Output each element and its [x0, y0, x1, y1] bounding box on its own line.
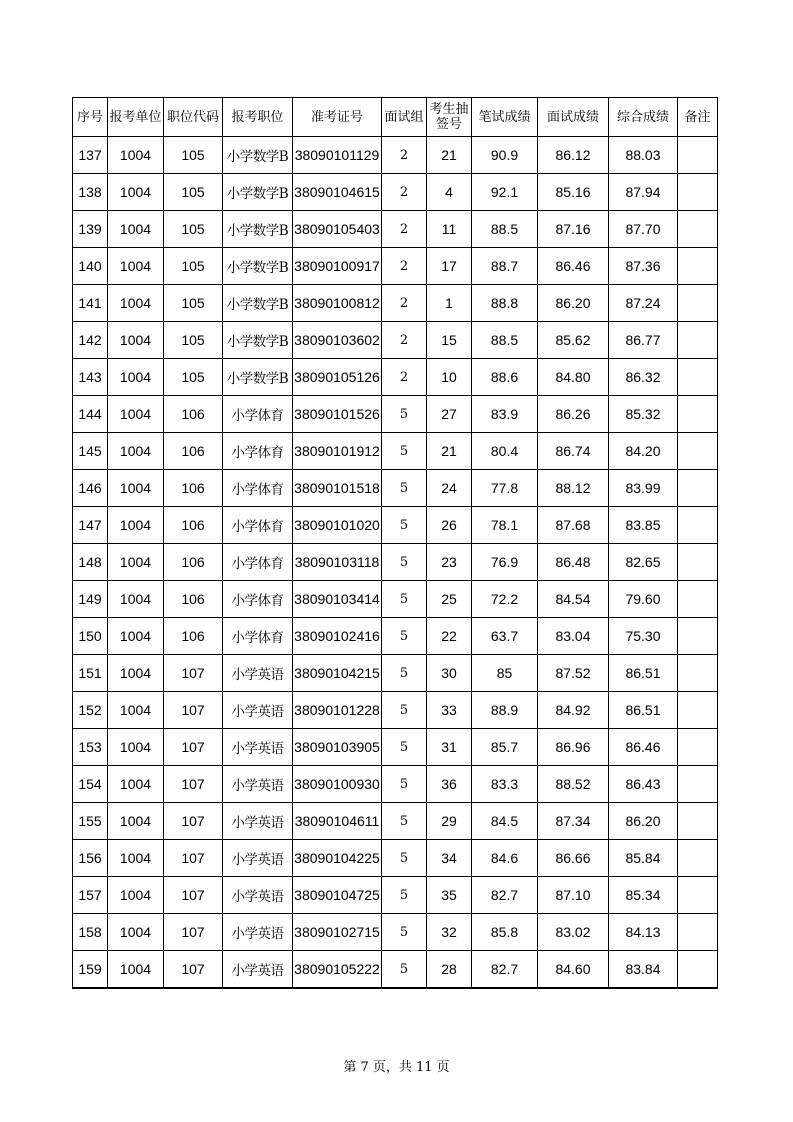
interview-score-cell: 87.10 — [538, 877, 609, 914]
interview-group-cell: 5 — [382, 581, 427, 618]
seq-cell: 138 — [73, 174, 108, 211]
draw-number-cell: 30 — [427, 655, 472, 692]
written-score-cell: 83.3 — [472, 766, 538, 803]
unit-cell: 1004 — [108, 470, 164, 507]
col-header-draw-number: 考生抽签号 — [427, 98, 472, 137]
seq-cell: 146 — [73, 470, 108, 507]
table-row — [73, 174, 718, 211]
written-score-cell: 88.6 — [472, 359, 538, 396]
page-footer: 第 7 页，共 11 页 — [343, 1060, 450, 1075]
position-cell: 小学数学B — [223, 174, 293, 211]
ticket-number-cell: 38090100930 — [293, 766, 382, 803]
interview-score-cell: 86.74 — [538, 433, 609, 470]
ticket-number-cell: 38090103602 — [293, 322, 382, 359]
position-code-cell: 107 — [164, 803, 223, 840]
written-score-cell: 85.7 — [472, 729, 538, 766]
remarks-cell — [678, 914, 718, 951]
unit-cell: 1004 — [108, 507, 164, 544]
draw-number-cell: 35 — [427, 877, 472, 914]
draw-number-cell: 29 — [427, 803, 472, 840]
table-row — [73, 433, 718, 470]
position-code-cell: 105 — [164, 174, 223, 211]
draw-number-cell: 27 — [427, 396, 472, 433]
total-score-cell: 86.77 — [609, 322, 678, 359]
draw-number-cell: 21 — [427, 137, 472, 174]
interview-score-cell: 86.12 — [538, 137, 609, 174]
draw-number-cell: 15 — [427, 322, 472, 359]
written-score-cell: 88.7 — [472, 248, 538, 285]
position-code-cell: 106 — [164, 396, 223, 433]
remarks-cell — [678, 433, 718, 470]
remarks-cell — [678, 137, 718, 174]
draw-number-cell: 31 — [427, 729, 472, 766]
total-score-cell: 86.51 — [609, 692, 678, 729]
table-row — [73, 470, 718, 507]
table-row — [73, 766, 718, 803]
position-code-cell: 107 — [164, 766, 223, 803]
unit-cell: 1004 — [108, 211, 164, 248]
table-row — [73, 137, 718, 174]
unit-cell: 1004 — [108, 655, 164, 692]
total-score-cell: 83.99 — [609, 470, 678, 507]
draw-number-cell: 26 — [427, 507, 472, 544]
total-score-cell: 85.34 — [609, 877, 678, 914]
draw-number-cell: 10 — [427, 359, 472, 396]
position-cell: 小学数学B — [223, 211, 293, 248]
remarks-cell — [678, 174, 718, 211]
interview-score-cell: 86.66 — [538, 840, 609, 877]
position-cell: 小学体育 — [223, 433, 293, 470]
interview-score-cell: 83.04 — [538, 618, 609, 655]
position-cell: 小学体育 — [223, 470, 293, 507]
draw-number-cell: 4 — [427, 174, 472, 211]
written-score-cell: 78.1 — [472, 507, 538, 544]
table-row — [73, 951, 718, 989]
interview-score-cell: 86.48 — [538, 544, 609, 581]
interview-group-cell: 5 — [382, 951, 427, 989]
ticket-number-cell: 38090104611 — [293, 803, 382, 840]
table-row — [73, 692, 718, 729]
table-row — [73, 803, 718, 840]
position-code-cell: 107 — [164, 951, 223, 989]
seq-cell: 137 — [73, 137, 108, 174]
unit-cell: 1004 — [108, 285, 164, 322]
seq-cell: 152 — [73, 692, 108, 729]
table-row — [73, 729, 718, 766]
col-header-ticket-number: 准考证号 — [293, 98, 382, 137]
interview-group-cell: 2 — [382, 285, 427, 322]
draw-number-cell: 23 — [427, 544, 472, 581]
table-row — [73, 581, 718, 618]
total-score-cell: 75.30 — [609, 618, 678, 655]
seq-cell: 154 — [73, 766, 108, 803]
remarks-cell — [678, 544, 718, 581]
position-code-cell: 105 — [164, 285, 223, 322]
interview-score-cell: 83.02 — [538, 914, 609, 951]
unit-cell: 1004 — [108, 322, 164, 359]
position-cell: 小学数学B — [223, 359, 293, 396]
col-header-position: 报考职位 — [223, 98, 293, 137]
seq-cell: 151 — [73, 655, 108, 692]
interview-group-cell: 2 — [382, 248, 427, 285]
remarks-cell — [678, 285, 718, 322]
interview-score-cell: 84.80 — [538, 359, 609, 396]
interview-score-cell: 84.54 — [538, 581, 609, 618]
remarks-cell — [678, 803, 718, 840]
interview-score-cell: 86.46 — [538, 248, 609, 285]
position-code-cell: 107 — [164, 655, 223, 692]
remarks-cell — [678, 877, 718, 914]
table-body — [73, 137, 718, 989]
ticket-number-cell: 38090102416 — [293, 618, 382, 655]
interview-group-cell: 5 — [382, 618, 427, 655]
remarks-cell — [678, 507, 718, 544]
interview-group-cell: 2 — [382, 211, 427, 248]
position-code-cell: 105 — [164, 322, 223, 359]
interview-score-cell: 87.68 — [538, 507, 609, 544]
total-score-cell: 86.20 — [609, 803, 678, 840]
interview-group-cell: 5 — [382, 507, 427, 544]
col-header-remarks: 备注 — [678, 98, 718, 137]
ticket-number-cell: 38090101526 — [293, 396, 382, 433]
ticket-number-cell: 38090101228 — [293, 692, 382, 729]
written-score-cell: 76.9 — [472, 544, 538, 581]
interview-score-cell: 87.16 — [538, 211, 609, 248]
table-row — [73, 507, 718, 544]
interview-group-cell: 5 — [382, 877, 427, 914]
remarks-cell — [678, 359, 718, 396]
draw-number-cell: 33 — [427, 692, 472, 729]
position-code-cell: 107 — [164, 914, 223, 951]
table-row — [73, 322, 718, 359]
written-score-cell: 82.7 — [472, 877, 538, 914]
written-score-cell: 77.8 — [472, 470, 538, 507]
col-header-interview-group: 面试组 — [382, 98, 427, 137]
ticket-number-cell: 38090103118 — [293, 544, 382, 581]
position-cell: 小学英语 — [223, 803, 293, 840]
table-row — [73, 877, 718, 914]
unit-cell: 1004 — [108, 544, 164, 581]
remarks-cell — [678, 396, 718, 433]
unit-cell: 1004 — [108, 951, 164, 989]
position-cell: 小学英语 — [223, 692, 293, 729]
draw-number-cell: 36 — [427, 766, 472, 803]
unit-cell: 1004 — [108, 914, 164, 951]
ticket-number-cell: 38090101020 — [293, 507, 382, 544]
total-score-cell: 87.36 — [609, 248, 678, 285]
seq-cell: 149 — [73, 581, 108, 618]
seq-cell: 155 — [73, 803, 108, 840]
seq-cell: 140 — [73, 248, 108, 285]
unit-cell: 1004 — [108, 840, 164, 877]
unit-cell: 1004 — [108, 581, 164, 618]
interview-group-cell: 2 — [382, 137, 427, 174]
unit-cell: 1004 — [108, 396, 164, 433]
total-score-cell: 86.43 — [609, 766, 678, 803]
table-row — [73, 618, 718, 655]
table-row — [73, 544, 718, 581]
written-score-cell: 88.9 — [472, 692, 538, 729]
interview-score-cell: 86.26 — [538, 396, 609, 433]
interview-group-cell: 2 — [382, 322, 427, 359]
total-score-cell: 87.94 — [609, 174, 678, 211]
total-score-cell: 86.32 — [609, 359, 678, 396]
header-row — [73, 98, 718, 137]
seq-cell: 158 — [73, 914, 108, 951]
ticket-number-cell: 38090101518 — [293, 470, 382, 507]
remarks-cell — [678, 322, 718, 359]
col-header-unit: 报考单位 — [108, 98, 164, 137]
interview-score-cell: 85.62 — [538, 322, 609, 359]
position-cell: 小学英语 — [223, 951, 293, 989]
draw-number-cell: 25 — [427, 581, 472, 618]
interview-group-cell: 5 — [382, 840, 427, 877]
position-code-cell: 106 — [164, 581, 223, 618]
remarks-cell — [678, 840, 718, 877]
position-code-cell: 107 — [164, 877, 223, 914]
position-cell: 小学英语 — [223, 840, 293, 877]
remarks-cell — [678, 618, 718, 655]
position-code-cell: 106 — [164, 507, 223, 544]
remarks-cell — [678, 692, 718, 729]
col-header-position-code: 职位代码 — [164, 98, 223, 137]
ticket-number-cell: 38090104725 — [293, 877, 382, 914]
seq-cell: 156 — [73, 840, 108, 877]
draw-number-cell: 17 — [427, 248, 472, 285]
interview-group-cell: 5 — [382, 544, 427, 581]
ticket-number-cell: 38090102715 — [293, 914, 382, 951]
unit-cell: 1004 — [108, 803, 164, 840]
written-score-cell: 82.7 — [472, 951, 538, 989]
interview-score-cell: 85.16 — [538, 174, 609, 211]
draw-number-cell: 1 — [427, 285, 472, 322]
interview-group-cell: 2 — [382, 359, 427, 396]
total-score-cell: 88.03 — [609, 137, 678, 174]
interview-score-cell: 86.20 — [538, 285, 609, 322]
interview-score-cell: 84.92 — [538, 692, 609, 729]
interview-group-cell: 5 — [382, 396, 427, 433]
ticket-number-cell: 38090104615 — [293, 174, 382, 211]
seq-cell: 159 — [73, 951, 108, 989]
position-code-cell: 106 — [164, 470, 223, 507]
seq-cell: 142 — [73, 322, 108, 359]
total-score-cell: 85.32 — [609, 396, 678, 433]
written-score-cell: 84.6 — [472, 840, 538, 877]
table-row — [73, 655, 718, 692]
position-code-cell: 106 — [164, 544, 223, 581]
interview-group-cell: 5 — [382, 803, 427, 840]
position-code-cell: 105 — [164, 211, 223, 248]
total-score-cell: 83.84 — [609, 951, 678, 989]
position-cell: 小学英语 — [223, 729, 293, 766]
remarks-cell — [678, 211, 718, 248]
interview-group-cell: 5 — [382, 692, 427, 729]
table-row — [73, 211, 718, 248]
col-header-written-score: 笔试成绩 — [472, 98, 538, 137]
seq-cell: 148 — [73, 544, 108, 581]
ticket-number-cell: 38090105126 — [293, 359, 382, 396]
position-cell: 小学体育 — [223, 396, 293, 433]
col-header-seq: 序号 — [73, 98, 108, 137]
draw-number-cell: 11 — [427, 211, 472, 248]
position-cell: 小学体育 — [223, 618, 293, 655]
position-code-cell: 106 — [164, 618, 223, 655]
unit-cell: 1004 — [108, 248, 164, 285]
col-header-interview-score: 面试成绩 — [538, 98, 609, 137]
total-score-cell: 84.20 — [609, 433, 678, 470]
unit-cell: 1004 — [108, 692, 164, 729]
seq-cell: 141 — [73, 285, 108, 322]
interview-group-cell: 5 — [382, 470, 427, 507]
table-row — [73, 914, 718, 951]
position-cell: 小学数学B — [223, 137, 293, 174]
unit-cell: 1004 — [108, 877, 164, 914]
unit-cell: 1004 — [108, 174, 164, 211]
draw-number-cell: 34 — [427, 840, 472, 877]
ticket-number-cell: 38090103414 — [293, 581, 382, 618]
position-code-cell: 107 — [164, 692, 223, 729]
position-cell: 小学体育 — [223, 544, 293, 581]
unit-cell: 1004 — [108, 433, 164, 470]
ticket-number-cell: 38090103905 — [293, 729, 382, 766]
interview-score-cell: 87.34 — [538, 803, 609, 840]
interview-group-cell: 5 — [382, 914, 427, 951]
unit-cell: 1004 — [108, 766, 164, 803]
interview-score-cell: 88.52 — [538, 766, 609, 803]
position-cell: 小学英语 — [223, 655, 293, 692]
written-score-cell: 85 — [472, 655, 538, 692]
interview-group-cell: 5 — [382, 433, 427, 470]
position-cell: 小学体育 — [223, 581, 293, 618]
position-code-cell: 106 — [164, 433, 223, 470]
unit-cell: 1004 — [108, 729, 164, 766]
unit-cell: 1004 — [108, 137, 164, 174]
table-row — [73, 840, 718, 877]
ticket-number-cell: 38090100812 — [293, 285, 382, 322]
ticket-number-cell: 38090100917 — [293, 248, 382, 285]
ticket-number-cell: 38090104225 — [293, 840, 382, 877]
interview-group-cell: 5 — [382, 729, 427, 766]
table-row — [73, 359, 718, 396]
total-score-cell: 86.46 — [609, 729, 678, 766]
remarks-cell — [678, 951, 718, 989]
total-score-cell: 86.51 — [609, 655, 678, 692]
total-score-cell: 84.13 — [609, 914, 678, 951]
written-score-cell: 72.2 — [472, 581, 538, 618]
interview-group-cell: 5 — [382, 766, 427, 803]
interview-group-cell: 5 — [382, 655, 427, 692]
total-score-cell: 87.24 — [609, 285, 678, 322]
table-row — [73, 396, 718, 433]
interview-group-cell: 2 — [382, 174, 427, 211]
total-score-cell: 79.60 — [609, 581, 678, 618]
interview-score-cell: 87.52 — [538, 655, 609, 692]
col-header-total-score: 综合成绩 — [609, 98, 678, 137]
written-score-cell: 88.5 — [472, 322, 538, 359]
seq-cell: 157 — [73, 877, 108, 914]
position-cell: 小学英语 — [223, 877, 293, 914]
table-row — [73, 285, 718, 322]
remarks-cell — [678, 766, 718, 803]
draw-number-cell: 24 — [427, 470, 472, 507]
total-score-cell: 87.70 — [609, 211, 678, 248]
remarks-cell — [678, 655, 718, 692]
written-score-cell: 88.5 — [472, 211, 538, 248]
written-score-cell: 84.5 — [472, 803, 538, 840]
seq-cell: 147 — [73, 507, 108, 544]
remarks-cell — [678, 581, 718, 618]
position-code-cell: 107 — [164, 729, 223, 766]
ticket-number-cell: 38090104215 — [293, 655, 382, 692]
ticket-number-cell: 38090105222 — [293, 951, 382, 989]
seq-cell: 153 — [73, 729, 108, 766]
written-score-cell: 92.1 — [472, 174, 538, 211]
seq-cell: 139 — [73, 211, 108, 248]
position-code-cell: 107 — [164, 840, 223, 877]
ticket-number-cell: 38090105403 — [293, 211, 382, 248]
position-code-cell: 105 — [164, 359, 223, 396]
position-cell: 小学数学B — [223, 285, 293, 322]
ticket-number-cell: 38090101129 — [293, 137, 382, 174]
written-score-cell: 80.4 — [472, 433, 538, 470]
interview-score-cell: 88.12 — [538, 470, 609, 507]
total-score-cell: 82.65 — [609, 544, 678, 581]
remarks-cell — [678, 729, 718, 766]
draw-number-cell: 28 — [427, 951, 472, 989]
table-row — [73, 248, 718, 285]
draw-number-cell: 32 — [427, 914, 472, 951]
position-cell: 小学英语 — [223, 766, 293, 803]
position-cell: 小学英语 — [223, 914, 293, 951]
draw-number-cell: 21 — [427, 433, 472, 470]
remarks-cell — [678, 248, 718, 285]
seq-cell: 145 — [73, 433, 108, 470]
seq-cell: 143 — [73, 359, 108, 396]
total-score-cell: 83.85 — [609, 507, 678, 544]
total-score-cell: 85.84 — [609, 840, 678, 877]
unit-cell: 1004 — [108, 359, 164, 396]
position-cell: 小学数学B — [223, 248, 293, 285]
seq-cell: 144 — [73, 396, 108, 433]
written-score-cell: 83.9 — [472, 396, 538, 433]
written-score-cell: 63.7 — [472, 618, 538, 655]
seq-cell: 150 — [73, 618, 108, 655]
draw-number-cell: 22 — [427, 618, 472, 655]
unit-cell: 1004 — [108, 618, 164, 655]
position-cell: 小学数学B — [223, 322, 293, 359]
position-cell: 小学体育 — [223, 507, 293, 544]
written-score-cell: 88.8 — [472, 285, 538, 322]
ticket-number-cell: 38090101912 — [293, 433, 382, 470]
written-score-cell: 90.9 — [472, 137, 538, 174]
position-code-cell: 105 — [164, 248, 223, 285]
position-code-cell: 105 — [164, 137, 223, 174]
remarks-cell — [678, 470, 718, 507]
interview-score-cell: 84.60 — [538, 951, 609, 989]
written-score-cell: 85.8 — [472, 914, 538, 951]
results-table — [72, 97, 718, 989]
interview-score-cell: 86.96 — [538, 729, 609, 766]
